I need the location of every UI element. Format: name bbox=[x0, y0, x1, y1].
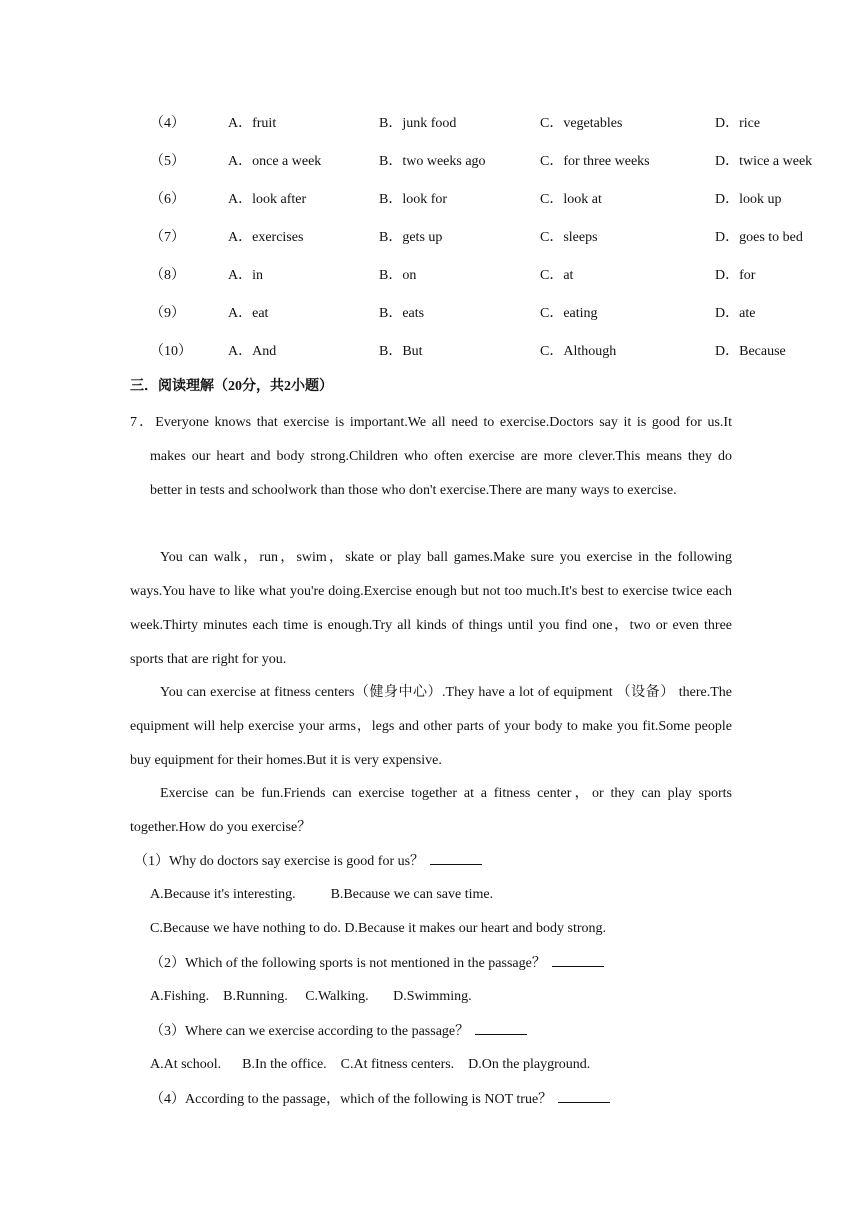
question-number: （7） bbox=[150, 230, 185, 245]
question-number: （4） bbox=[150, 116, 185, 131]
choice-b: B．two weeks ago bbox=[379, 154, 486, 169]
question-2 bbox=[150, 952, 604, 975]
choice-c: C．look at bbox=[540, 192, 602, 207]
choice-d: D．rice bbox=[715, 116, 761, 131]
choice-a: A．And bbox=[228, 344, 277, 359]
section-heading: 三．阅读理解（20分，共2小题） bbox=[130, 379, 333, 394]
option-row-9 bbox=[0, 304, 860, 324]
choice-c: C．for three weeks bbox=[540, 154, 650, 169]
choice-d: D．twice a week bbox=[715, 154, 813, 169]
question-4 bbox=[150, 1088, 610, 1111]
choice-b: B．junk food bbox=[379, 116, 457, 131]
choice-b: B．look for bbox=[379, 192, 448, 207]
passage-paragraph-2: You can walk，run，swim，skate or play ball games.Make sure you exercise in the following ways.You have to like what you're doing.Exercise enough but not too much.It's best to exercise twice each week.Thirty minutes each time is enough.Try all kinds of things until you find one，two or even three sports that are right for you. bbox=[130, 550, 732, 667]
choice-c: C．sleeps bbox=[540, 230, 598, 245]
answer-blank[interactable] bbox=[552, 952, 604, 967]
choice-a: A．in bbox=[228, 268, 263, 283]
choice-b: B．eats bbox=[379, 306, 425, 321]
option-row-8 bbox=[0, 266, 860, 286]
choice-d: D．Because bbox=[715, 344, 786, 359]
choice-d: D．ate bbox=[715, 306, 756, 321]
choice-a: A．eat bbox=[228, 306, 269, 321]
option-row-5 bbox=[0, 152, 860, 172]
question-number: （10） bbox=[150, 344, 192, 359]
option-row-4 bbox=[0, 114, 860, 134]
choice-c: C．eating bbox=[540, 306, 598, 321]
question-1-options-line-2: C.Because we have nothing to do. D.Because it makes our heart and body strong. bbox=[150, 921, 607, 936]
question-number: （8） bbox=[150, 268, 185, 283]
question-3 bbox=[150, 1020, 527, 1043]
choice-a: A．fruit bbox=[228, 116, 277, 131]
question-2-text: （2）Which of the following sports is not mentioned in the passage？ bbox=[150, 956, 546, 971]
choice-a: A．exercises bbox=[228, 230, 304, 245]
question-2-options: A.Fishing. B.Running. C.Walking. D.Swimming. bbox=[150, 989, 472, 1004]
choice-c: C．vegetables bbox=[540, 116, 623, 131]
choice-c: C．at bbox=[540, 268, 574, 283]
choice-b: B．gets up bbox=[379, 230, 443, 245]
answer-blank[interactable] bbox=[475, 1020, 527, 1035]
choice-a: A．once a week bbox=[228, 154, 322, 169]
question-4-text: （4）According to the passage，which of the following is NOT true？ bbox=[150, 1092, 553, 1107]
option-row-6 bbox=[0, 190, 860, 210]
question-1-options-line-1: A.Because it's interesting. B.Because we can save time. bbox=[150, 887, 494, 902]
question-number: （5） bbox=[150, 154, 185, 169]
question-number: （6） bbox=[150, 192, 185, 207]
passage-paragraph-3: You can exercise at fitness centers（健身中心）.They have a lot of equipment （设备） there.The equipment will help exercise your arms，legs and other parts of your body to make you fit.Some people buy equipment for their homes.But it is very expensive. bbox=[130, 685, 732, 768]
answer-blank[interactable] bbox=[558, 1088, 610, 1103]
answer-blank[interactable] bbox=[430, 850, 482, 865]
passage-paragraph-1: 7．Everyone knows that exercise is important.We all need to exercise.Doctors say it is good for us.It makes our heart and body strong.Children who often exercise are more clever.This means they do better in tests and schoolwork than those who don't exercise.There are many ways to exercise. bbox=[130, 415, 732, 498]
choice-d: D．goes to bed bbox=[715, 230, 803, 245]
question-number: （9） bbox=[150, 306, 185, 321]
question-1 bbox=[134, 850, 482, 873]
choice-c: C．Although bbox=[540, 344, 617, 359]
choice-d: D．look up bbox=[715, 192, 782, 207]
choice-b: B．But bbox=[379, 344, 423, 359]
question-1-text: （1）Why do doctors say exercise is good for us？ bbox=[134, 854, 425, 869]
option-row-10 bbox=[0, 342, 860, 362]
choice-a: A．look after bbox=[228, 192, 307, 207]
option-row-7 bbox=[0, 228, 860, 248]
choice-b: B．on bbox=[379, 268, 417, 283]
passage-paragraph-4: Exercise can be fun.Friends can exercise together at a fitness center，or they can play sports together.How do you exercise？ bbox=[130, 786, 732, 835]
choice-d: D．for bbox=[715, 268, 756, 283]
question-3-text: （3）Where can we exercise according to the passage？ bbox=[150, 1024, 470, 1039]
question-3-options: A.At school. B.In the office. C.At fitness centers. D.On the playground. bbox=[150, 1057, 591, 1072]
